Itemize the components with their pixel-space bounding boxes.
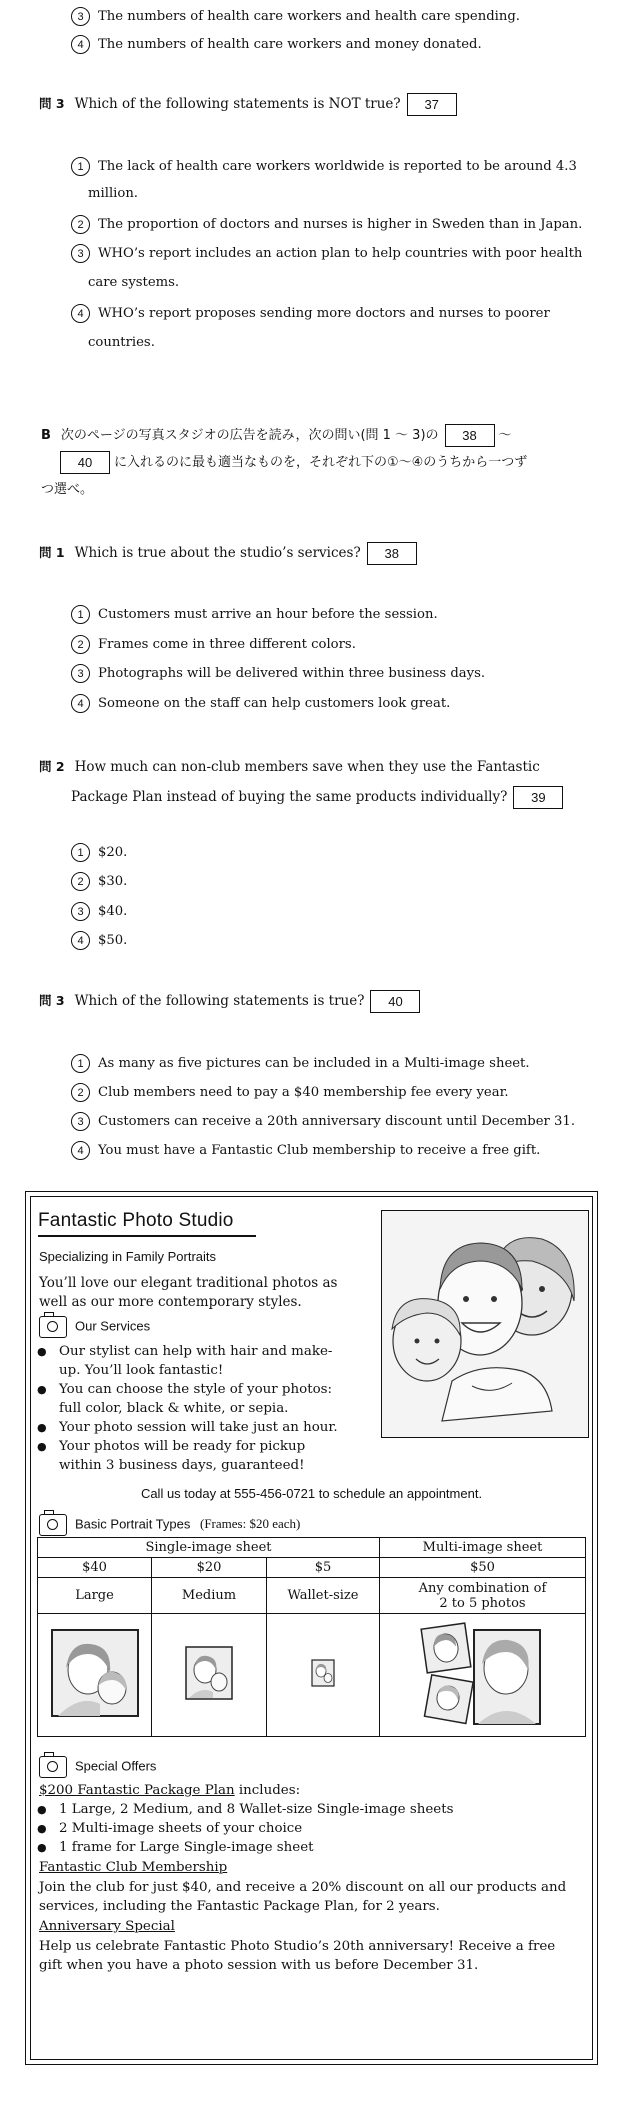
b-q2-option-4 <box>71 931 127 951</box>
b-q1-option-2 <box>71 635 356 655</box>
portrait-types-table <box>37 1537 586 1737</box>
ad-title-text: Fantastic Photo Studio <box>38 1210 234 1231</box>
size-medium: Medium <box>152 1578 267 1614</box>
answer-box: 40 <box>60 451 110 474</box>
single-image-header: Single-image sheet <box>38 1538 380 1558</box>
b-q1-option-3 <box>71 664 485 684</box>
option-text: $40. <box>98 904 128 919</box>
multi-photo-cell <box>380 1614 586 1737</box>
option-text: The numbers of health care workers and health care spending. <box>98 9 520 24</box>
question-label: 問 1 <box>39 545 65 560</box>
size-large: Large <box>38 1578 152 1614</box>
option-text: The numbers of health care workers and money donated. <box>98 37 482 52</box>
intro-line: well as our more contemporary styles. <box>39 1294 302 1310</box>
question-label: 問 3 <box>39 993 65 1008</box>
service-line: ● Your photo session will take just an hour. <box>59 1420 338 1435</box>
question-text: Which is true about the studio’s services? <box>74 545 361 561</box>
wallet-portrait-image <box>311 1659 335 1687</box>
package-item: ● 1 frame for Large Single-image sheet <box>31 1838 571 1857</box>
option-number: 1 <box>71 157 90 176</box>
option-number: 1 <box>71 843 90 862</box>
question-text: Package Plan instead of buying the same products individually? <box>71 789 508 805</box>
service-item <box>31 1418 371 1437</box>
b-q3-option-2 <box>71 1083 509 1103</box>
large-portrait-image <box>50 1628 140 1718</box>
option-number: 2 <box>71 872 90 891</box>
price-wallet: $5 <box>267 1558 380 1578</box>
anniversary-text <box>39 1937 585 1975</box>
camera-icon <box>39 1316 67 1338</box>
services-heading <box>39 1316 150 1338</box>
answer-box: 38 <box>445 424 495 447</box>
call-to-action: Call us today at 555-456-0721 to schedule an appointment. <box>140 1486 483 1501</box>
camera-icon <box>39 1514 67 1536</box>
q3-option-2 <box>71 215 582 235</box>
package-plan-suffix: includes: <box>234 1783 301 1798</box>
option-text: You must have a Fantastic Club membership to receive a free gift. <box>98 1143 541 1158</box>
multi-description <box>380 1578 586 1614</box>
option-number: 4 <box>71 694 90 713</box>
b-question-1 <box>39 537 417 569</box>
option-text: Someone on the staff can help customers look great. <box>98 696 451 711</box>
question-text: How much can non-club members save when they use the Fantastic <box>74 759 540 775</box>
frames-note: (Frames: $20 each) <box>200 1516 301 1532</box>
package-plan-title <box>39 1781 300 1800</box>
question-text: Which of the following statements is NOT true? <box>74 96 401 112</box>
service-line: ● Your photos will be ready for pickup <box>59 1439 306 1454</box>
answer-box: 39 <box>513 786 563 809</box>
service-line: ● You can choose the style of your photos: <box>59 1382 333 1397</box>
b-q2-option-3 <box>71 902 127 922</box>
answer-box: 37 <box>407 93 457 116</box>
option-number: 4 <box>71 304 90 323</box>
family-portrait-image <box>382 1211 588 1437</box>
option-text: The lack of health care workers worldwide is reported to be around 4.3 <box>98 159 577 174</box>
option-number: 1 <box>71 1054 90 1073</box>
part-b-instructions <box>41 422 512 450</box>
option-text: Frames come in three different colors. <box>98 637 356 652</box>
services-heading-text: Our Services <box>75 1318 151 1334</box>
q3-option-1 <box>71 157 577 177</box>
multi-desc-line: Any combination of <box>418 1580 547 1596</box>
option-number: 3 <box>71 664 90 683</box>
option-number: 3 <box>71 7 90 26</box>
q3-option-4 <box>71 304 550 324</box>
camera-icon <box>39 1756 67 1778</box>
service-item <box>31 1342 371 1380</box>
option-number: 4 <box>71 931 90 950</box>
option-text: $50. <box>98 933 128 948</box>
q3-option-3 <box>71 244 582 264</box>
option-text-cont: care systems. <box>88 275 180 290</box>
option-number: 1 <box>71 605 90 624</box>
service-line: up. You’ll look fantastic! <box>59 1363 224 1378</box>
service-item <box>31 1380 371 1418</box>
special-offers-heading <box>39 1756 156 1778</box>
medium-photo-cell <box>152 1614 267 1737</box>
price-medium: $20 <box>152 1558 267 1578</box>
instruction-text: に入れるのに最も適当なものを，それぞれ下の①～④のうちから一つず <box>114 455 528 470</box>
option-text-cont: million. <box>88 186 139 201</box>
service-line: ● Our stylist can help with hair and make- <box>59 1344 333 1359</box>
option-4 <box>71 35 482 55</box>
part-label: B <box>41 428 51 443</box>
package-item: ● 1 Large, 2 Medium, and 8 Wallet-size Single-image sheets <box>31 1800 571 1819</box>
package-plan-name: $200 Fantastic Package Plan <box>39 1783 235 1798</box>
question-label: 問 2 <box>39 759 65 774</box>
option-text: $30. <box>98 874 128 889</box>
question-text: Which of the following statements is true? <box>74 993 365 1009</box>
service-item <box>31 1437 371 1475</box>
price-large: $40 <box>38 1558 152 1578</box>
club-membership-text <box>39 1878 585 1916</box>
b-q2-option-1 <box>71 843 127 863</box>
question-3 <box>39 88 457 120</box>
ad-intro <box>39 1274 384 1312</box>
multi-image-header: Multi-image sheet <box>380 1538 586 1558</box>
b-q3-option-4 <box>71 1141 540 1161</box>
instruction-text: つ選べ。 <box>41 482 94 497</box>
package-items <box>31 1800 571 1857</box>
club-membership-title: Fantastic Club Membership <box>39 1860 228 1875</box>
option-text: Photographs will be delivered within three business days. <box>98 666 486 681</box>
option-text: The proportion of doctors and nurses is higher in Sweden than in Japan. <box>98 217 583 232</box>
option-text: Customers can receive a 20th anniversary discount until December 31. <box>98 1114 576 1129</box>
family-photo-illustration <box>381 1210 589 1438</box>
b-q1-option-1 <box>71 605 438 625</box>
option-number: 4 <box>71 1141 90 1160</box>
option-number: 2 <box>71 215 90 234</box>
portrait-types-text: Basic Portrait Types <box>75 1516 191 1532</box>
title-underline <box>38 1235 256 1237</box>
option-number: 3 <box>71 1112 90 1131</box>
size-wallet: Wallet-size <box>267 1578 380 1614</box>
part-b-instructions-2 <box>60 449 527 477</box>
anniv-line: gift when you have a photo session with us before December 31. <box>39 1958 479 1973</box>
option-text: Club members need to pay a $40 membership fee every year. <box>98 1085 509 1100</box>
service-line: within 3 business days, guaranteed! <box>59 1458 305 1473</box>
ad-subtitle: Specializing in Family Portraits <box>39 1249 217 1264</box>
b-question-3 <box>39 985 420 1017</box>
b-q2-option-2 <box>71 872 127 892</box>
wallet-photo-cell <box>267 1614 380 1737</box>
ad-title <box>38 1210 234 1232</box>
club-line: Join the club for just $40, and receive a 20% discount on all our products and <box>39 1880 567 1895</box>
instruction-text: 次のページの写真スタジオの広告を読み，次の問い(問 1 ～ 3)の <box>60 428 439 443</box>
large-photo-cell <box>38 1614 152 1737</box>
option-number: 3 <box>71 902 90 921</box>
option-number: 2 <box>71 635 90 654</box>
option-text: As many as five pictures can be included in a Multi-image sheet. <box>98 1056 530 1071</box>
medium-portrait-image <box>185 1646 233 1700</box>
option-number: 2 <box>71 1083 90 1102</box>
club-line: services, including the Fantastic Package Plan, for 2 years. <box>39 1899 440 1914</box>
option-text: WHO’s report proposes sending more doctors and nurses to poorer <box>98 306 550 321</box>
option-3 <box>71 7 520 27</box>
anniv-line: Help us celebrate Fantastic Photo Studio’s 20th anniversary! Receive a free <box>39 1939 556 1954</box>
option-number: 3 <box>71 244 90 263</box>
portrait-types-heading <box>39 1514 300 1536</box>
intro-line: You’ll love our elegant traditional photos as <box>39 1275 338 1291</box>
price-multi: $50 <box>380 1558 586 1578</box>
special-offers-text: Special Offers <box>75 1758 157 1774</box>
b-q1-option-4 <box>71 694 450 714</box>
question-label: 問 3 <box>39 96 65 111</box>
multi-desc-line: 2 to 5 photos <box>439 1595 526 1611</box>
tilde: ～ <box>498 428 512 443</box>
service-line: full color, black & white, or sepia. <box>59 1401 289 1416</box>
option-text: Customers must arrive an hour before the session. <box>98 607 438 622</box>
option-text: WHO’s report includes an action plan to help countries with poor health <box>98 246 583 261</box>
option-text-cont: countries. <box>88 335 155 350</box>
b-question-2 <box>39 751 540 783</box>
b-q3-option-1 <box>71 1054 530 1074</box>
anniversary-title: Anniversary Special <box>39 1919 175 1934</box>
b-q3-option-3 <box>71 1112 575 1132</box>
option-number: 4 <box>71 35 90 54</box>
answer-box: 38 <box>367 542 417 565</box>
studio-advertisement <box>25 1191 598 2065</box>
package-item: ● 2 Multi-image sheets of your choice <box>31 1819 571 1838</box>
option-text: $20. <box>98 845 128 860</box>
multi-image-sheet-image <box>418 1618 548 1728</box>
b-question-2-cont <box>71 781 563 813</box>
services-list <box>31 1342 371 1475</box>
answer-box: 40 <box>370 990 420 1013</box>
